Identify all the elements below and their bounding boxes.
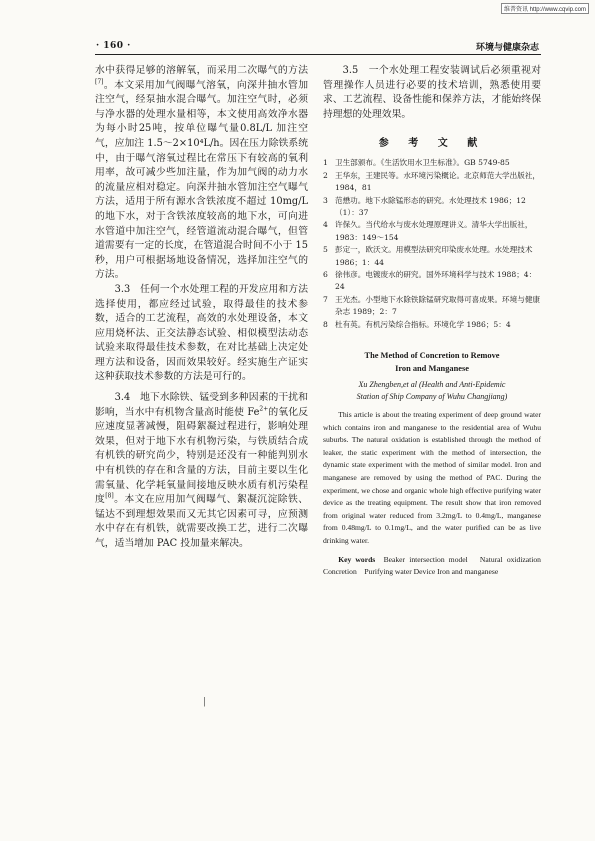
right-paragraph-3-5: 3.5 一个水处理工程安装调试后必须重视对管理操作人员进行必要的技术培训，熟悉使用要求、工艺流程、设备性能和保养方法，才能始终保持理想的处理效果。 xyxy=(323,65,541,120)
left-column xyxy=(95,64,308,552)
journal-name: 环境与健康杂志 xyxy=(475,43,539,53)
left-paragraph-3-4: 3.4 地下水除铁、锰受到多种因素的干扰和影响，当水中有机物含量高时能使 $Fe^{2+}$的氧化反应速度显著减慢，阻碍絮凝过程进行，影响处理效果，但对于地下水有机物污染，与铁质结合成有机铁的研究尚少，特别是还没有一种能判别水中有机铁的存在和含量的方法，目前主要以生化需氧量、化学耗氧量间接地反映水质有机污染程度[8]。本文在应用加气阀曝气、絮凝沉淀除铁、锰达不到理想效果而又无其它因素可寻，应预测水中存在有机铁，就需要改换工艺，进行二次曝气，适当增加 PAC 投加量来解决。 xyxy=(95,392,309,549)
reference-number: 7 xyxy=(323,294,328,304)
reference-text: 徐伟彦。电镀废水的研究。国外环境科学与技术 1988；4：24 xyxy=(335,270,537,292)
reference-number: 2 xyxy=(323,170,328,180)
reference-number: 1 xyxy=(323,158,328,168)
english-keywords xyxy=(323,554,549,579)
keywords-label: Key words xyxy=(338,554,376,564)
english-authors: Xu Zhengben,et al (Health and Anti-Epidemic Station of Ship Company of Wuhu Changjiang) xyxy=(356,380,508,402)
english-abstract: This article is about the treating experiment of deep ground water which contains iron and manganese to the residential area of Wuhu suburbs. The natural oxidation is established through the method of leaker, the static experiment with the method of intersection, the dynamic state experiment with the method of similar model. Iron and manganese are removed by using the method of PAC. During the experiment, we chose and organic whole high effective purifying water device as the treating equipment. The result show that iron removed from original water reduced from 3.2mg/L to 0.4mg/L, manganese from 0.48mg/L to 0.1mg/L, and the water purified can be as live drinking water. xyxy=(323,410,541,545)
reference-text: 彭定一，欧沃文。用模型法研究印染废水处理。水处理技术 1986；1：44 xyxy=(335,245,533,267)
reference-text: 王华东，王建民等。水环境污染概论。北京师范大学出版社，1984，81 xyxy=(335,170,541,193)
reference-number: 4 xyxy=(323,220,328,230)
reference-text: 范懋功。地下水除锰形态的研究。水处理技术 1986；12（1）：37 xyxy=(335,195,526,217)
reference-item xyxy=(323,170,541,195)
left-paragraph-3-3: 3.3 任何一个水处理工程的开发应用和方法选择使用，都应经过试验，取得最佳的技术参数，适合的工艺流程，高效的水处理设备，本文应用烧杯法、正交法静态试验、相似模型法动态试验来取得最佳技术参数，在对比基础上决定处理方法和设备，因而效果较好。经实施生产证实这种获取技术参数的方法是可行的。 xyxy=(95,283,308,383)
reference-item xyxy=(323,195,541,220)
reference-number: 5 xyxy=(323,245,328,255)
reference-number: 8 xyxy=(323,319,328,329)
references-list xyxy=(323,157,541,331)
reference-item xyxy=(323,294,541,319)
reference-text: 卫生部颁布。《生活饮用水卫生标准》。GB 5749-85 xyxy=(335,158,510,168)
page-number: · 160 · xyxy=(96,41,131,51)
reference-item xyxy=(323,157,541,169)
english-title: The Method of Concretion to Remove Iron and Manganese xyxy=(364,351,500,374)
reference-text: 王光杰。小型地下水除铁除锰研究取得可喜成果。环境与健康杂志 1989；2：7 xyxy=(335,294,541,317)
right-column xyxy=(323,64,549,579)
reference-number: 3 xyxy=(323,195,328,205)
reference-text: 许保久。当代给水与废水处理原理讲义。清华大学出版社，1983：149～154 xyxy=(335,220,533,242)
reference-item xyxy=(323,269,541,294)
reference-number: 6 xyxy=(323,270,328,280)
reference-item xyxy=(323,219,541,244)
reference-item xyxy=(323,244,541,269)
references-heading: 参 考 文 献 xyxy=(378,138,486,150)
watermark: 维普资讯 http://www.cqvip.com xyxy=(501,3,589,14)
stray-mark: | xyxy=(203,697,207,707)
header-rule xyxy=(95,54,541,55)
reference-text: 杜有英。有机污染综合指标。环境化学 1986；5：4 xyxy=(335,319,511,329)
left-paragraph-1: 水中获得足够的溶解氧，而采用二次曝气的方法[7]。本文采用加气阀曝气溶氧，向深井抽水管加注空气，经泵抽水混合曝气。加注空气时，必须与净水器的处理水量相等，本文使用高效净水器为每小时25吨，按单位曝气量0.8L/L 加注空气，应加注 1.5～2×10⁴L/h。因在压力除铁系统中，由于曝气溶氧过程比在常压下有较高的氧利用率，故可减少些加注量，作为加气阀的动力水的流量应相对稳定。向深井抽水管加注空气曝气方法，适用于所有源水含铁浓度不超过 10mg/L 的地下水，对于含铁浓度较高的地下水，可向进水管道中加注空气，经管道流动混合曝气，但管道需要有一定的长度，在管道混合时间不小于 15 秒，用户可根据场地设备情况，选择加注空气的方法。 xyxy=(95,65,308,281)
reference-item xyxy=(323,319,541,331)
keywords-text: Beaker intersection model Natural oxidization Concretion Purifying water Device Iron and manganese xyxy=(323,554,549,577)
